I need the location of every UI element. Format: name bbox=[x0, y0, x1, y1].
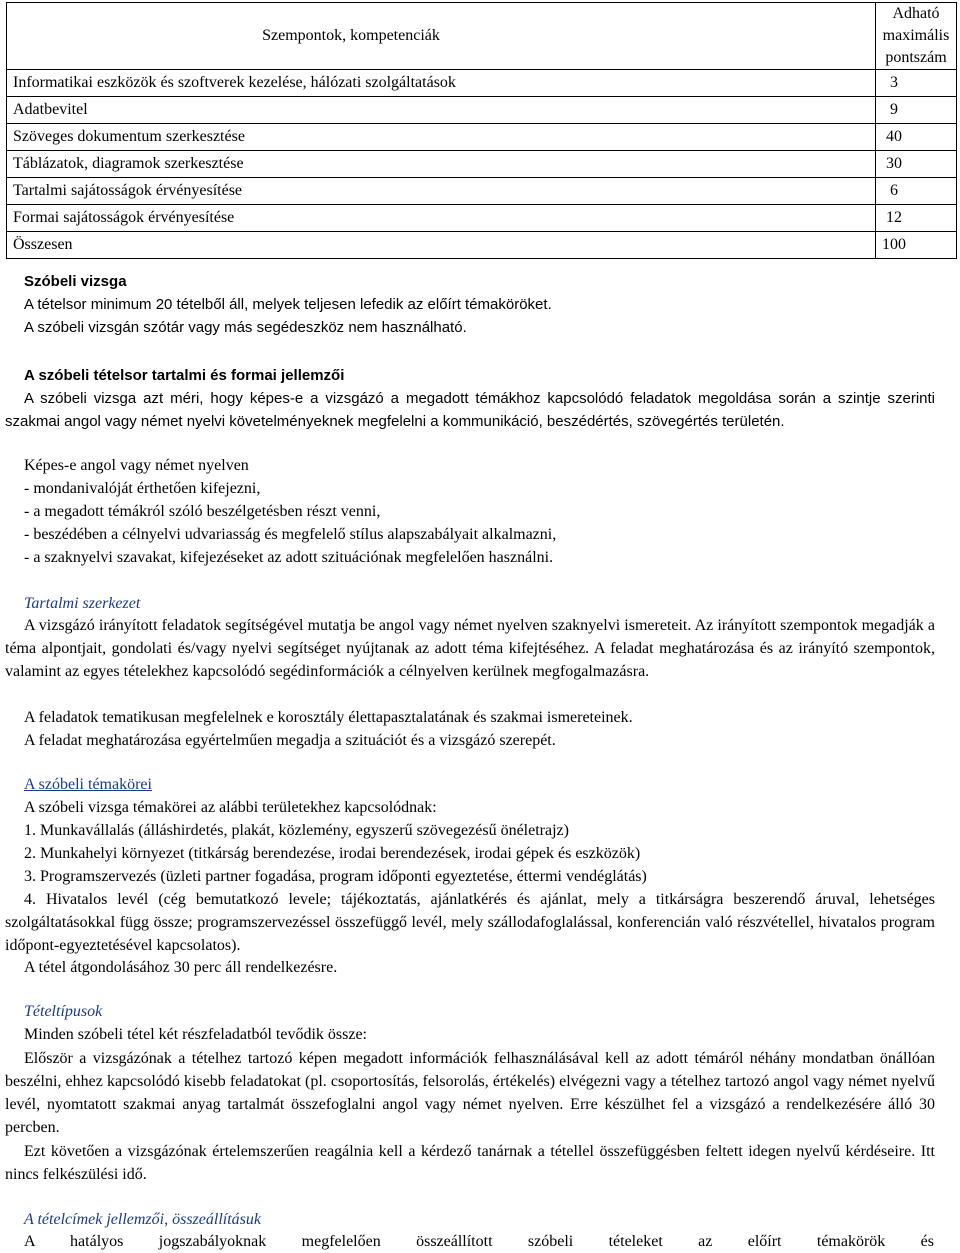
titles-line: A hatályos jogszabályoknak megfelelően összeállított szóbeli tételeket az előírt témakörök és bbox=[24, 1233, 934, 1250]
table-row bbox=[7, 178, 957, 205]
row-points: 9 bbox=[876, 97, 957, 124]
row-label: Tartalmi sajátosságok érvényesítése bbox=[7, 178, 876, 205]
header-criteria: Szempontok, kompetenciák bbox=[7, 3, 876, 70]
table-row bbox=[7, 232, 957, 259]
list-item: - mondanivalóját érthetően kifejezni, bbox=[24, 480, 261, 497]
structure-paragraph1: A vizsgázó irányított feladatok segítségével mutatja be angol vagy német nyelven szaknyelvi ismereteit. Az irányított szempontok megadják a téma alpontjait, gondolati és/vagy nyelvi segítséget nyújtanak az adott téma kifejtéséhez. A feladat meghatározása és az irányító szempontok, valamint az egyes tételekhez kapcsolódó segédinformációk a célnyelven kerülnek megfogalmazásra. bbox=[5, 617, 935, 680]
list-item: 1. Munkavállalás (álláshirdetés, plakát, közlemény, egyszerű szövegezésű önéletrajz) bbox=[24, 822, 569, 839]
row-label: Informatikai eszközök és szoftverek kezelése, hálózati szolgáltatások bbox=[7, 70, 876, 97]
row-points: 40 bbox=[876, 124, 957, 151]
row-label: Összesen bbox=[7, 232, 876, 259]
types-paragraph1: Először a vizsgázónak a tételhez tartozó képen megadott információk felhasználásával kell az adott témáról néhány mondatban önállóan beszélni, ehhez kapcsolódó kisebb feladatokat (pl. csoportosítás, felsorolás, értékelés) elvégezni vagy a tételhez tartozó angol vagy német nyelvű levél, nyomtatott szakmai anyag tartalmát összefoglalni angol vagy német nyelven. Erre készülhet fel a vizsgázó a rendelkezésére álló 30 percben. bbox=[5, 1050, 935, 1136]
list-item: - a szaknyelvi szavakat, kifejezéseket az adott szituációnak megfelelően használni. bbox=[24, 549, 554, 566]
topics-item4: 4. Hivatalos levél (cég bemutatkozó levele; tájékoztatás, ajánlatkérés és ajánlat, mely a titkárságra beszerendő áruval, lehetséges szolgáltatásokkal függ össze; programszervezéssel összefüggő levél, mely szállodafoglalással, konferencián való részvétellel, hivatalos program időpont-egyeztetésével kapcsolatos). bbox=[5, 891, 935, 954]
types-paragraph2: Ezt követően a vizsgázónak értelemszerűen reagálnia kell a kérdező tanárnak a tétellel összefüggésben feltett idegen nyelvű kérdéseire. Itt nincs felkészülési idő. bbox=[5, 1143, 935, 1183]
table-row bbox=[7, 97, 957, 124]
table-row bbox=[7, 70, 957, 97]
list-item: 2. Munkahelyi környezet (titkárság berendezése, irodai berendezések, irodai gépek és eszközök) bbox=[24, 845, 641, 862]
header-points-line1: Adható maximális bbox=[882, 5, 950, 44]
scores-table bbox=[6, 2, 957, 259]
list-item: - beszédében a célnyelvi udvariasság és megfelelő stílus alapszabályait alkalmazni, bbox=[24, 526, 557, 543]
header-points-line2: pontszám bbox=[885, 49, 947, 66]
titles-title: A tételcímek jellemzői, összeállításuk bbox=[24, 1211, 261, 1228]
table-row bbox=[7, 124, 957, 151]
table-row bbox=[7, 151, 957, 178]
table-header-row bbox=[7, 3, 957, 70]
structure-more bbox=[24, 706, 934, 752]
topics-intro: A szóbeli vizsga témakörei az alábbi területekhez kapcsolódnak: bbox=[24, 799, 437, 816]
row-points: 3 bbox=[876, 70, 957, 97]
row-points: 6 bbox=[876, 178, 957, 205]
row-label: Szöveges dokumentum szerkesztése bbox=[7, 124, 876, 151]
list-item: - a megadott témákról szóló beszélgetésben részt venni, bbox=[24, 503, 381, 520]
table-row bbox=[7, 205, 957, 232]
types-intro: Minden szóbeli tétel két részfeladatból tevődik össze: bbox=[24, 1026, 367, 1043]
structure-paragraph3: A feladat meghatározása egyértelműen megadja a szituációt és a vizsgázó szerepét. bbox=[24, 732, 556, 749]
oral-exam-line1: A tételsor minimum 20 tételből áll, melyek teljesen lefedik az előírt témaköröket. bbox=[24, 296, 552, 313]
row-points: 12 bbox=[876, 205, 957, 232]
features-paragraph: A szóbeli vizsga azt méri, hogy képes-e a vizsgázó a megadott témákhoz kapcsolódó feladatok megoldása során a szintje szerinti szakmai angol vagy német nyelvi követelményeknek megfelelni a kommunikáció, beszédértés, szövegértés területén. bbox=[5, 390, 935, 430]
features-section bbox=[24, 364, 934, 387]
oral-exam-title: Szóbeli vizsga bbox=[24, 273, 127, 290]
topics-time: A tétel átgondolásához 30 perc áll rendelkezésre. bbox=[24, 959, 338, 976]
structure-title: Tartalmi szerkezet bbox=[24, 595, 141, 612]
features-title: A szóbeli tételsor tartalmi és formai jellemzői bbox=[24, 367, 345, 384]
row-points: 30 bbox=[876, 151, 957, 178]
topics-title: A szóbeli témakörei bbox=[24, 776, 152, 793]
row-label: Táblázatok, diagramok szerkesztése bbox=[7, 151, 876, 178]
features-intro: Képes-e angol vagy német nyelven bbox=[24, 457, 249, 474]
features-list bbox=[24, 454, 934, 569]
row-label: Formai sajátosságok érvényesítése bbox=[7, 205, 876, 232]
topics-list bbox=[24, 796, 934, 888]
header-points bbox=[876, 3, 957, 70]
list-item: 3. Programszervezés (üzleti partner fogadása, program időponti egyeztetése, éttermi vendéglátás) bbox=[24, 868, 647, 885]
oral-exam-section bbox=[24, 270, 934, 339]
structure-paragraph2: A feladatok tematikusan megfelelnek e korosztály élettapasztalatának és szakmai ismereteinek. bbox=[24, 709, 633, 726]
oral-exam-line2: A szóbeli vizsgán szótár vagy más segédeszköz nem használható. bbox=[24, 319, 467, 336]
row-points: 100 bbox=[876, 232, 957, 259]
types-title: Tételtípusok bbox=[24, 1003, 103, 1020]
row-label: Adatbevitel bbox=[7, 97, 876, 124]
